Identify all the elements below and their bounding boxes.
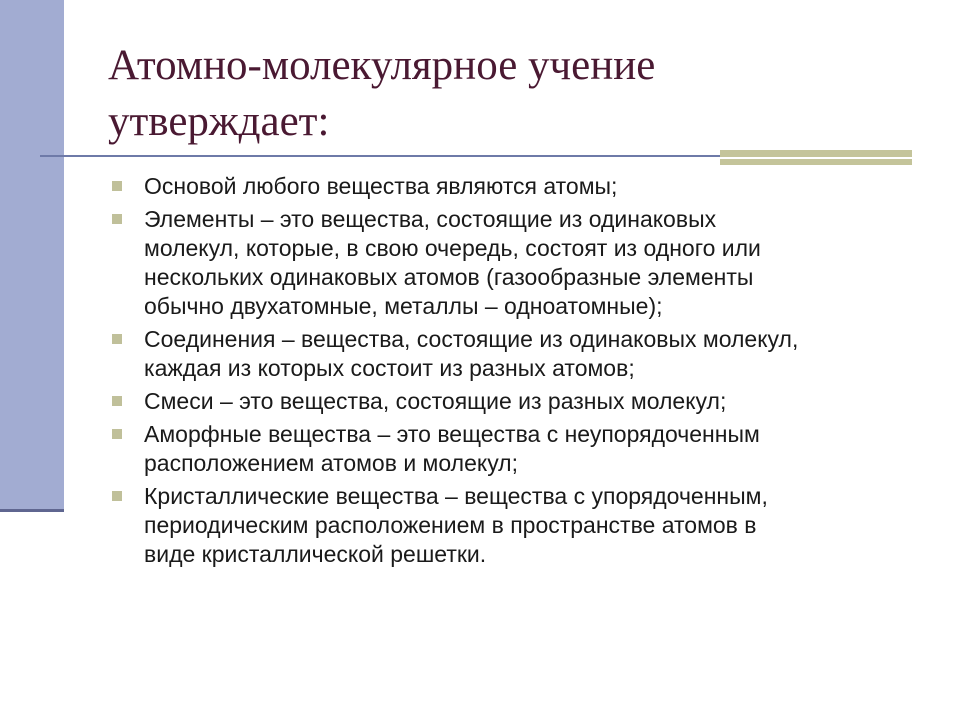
side-accent-bar-edge	[0, 509, 64, 512]
bullet-line: виде кристаллической решетки.	[144, 541, 487, 567]
bullet-item-crystalline	[108, 482, 908, 569]
bullet-line: Элементы – это вещества, состоящие из одинаковых	[144, 206, 717, 232]
bullet-line: Соединения – вещества, состоящие из одинаковых молекул,	[144, 326, 799, 352]
bullet-line: Смеси – это вещества, состоящие из разных молекул;	[144, 388, 727, 414]
bullet-line: Кристаллические вещества – вещества с упорядоченным,	[144, 483, 768, 509]
slide-title-line-2: утверждает:	[108, 98, 330, 145]
slide-title-line-1: Атомно-молекулярное учение	[108, 42, 656, 89]
bullet-line: обычно двухатомные, металлы – одноатомные);	[144, 293, 663, 319]
bullet-item-atoms	[108, 172, 908, 201]
bullet-item-amorphous	[108, 420, 908, 478]
square-bullet-icon	[112, 491, 122, 501]
bullet-list	[108, 172, 908, 573]
bullet-line: Основой любого вещества являются атомы;	[144, 173, 618, 199]
square-bullet-icon	[112, 396, 122, 406]
bullet-line: Аморфные вещества – это вещества с неупорядоченным	[144, 421, 760, 447]
bullet-item-elements	[108, 205, 908, 321]
bullet-line: периодическим расположением в пространстве атомов в	[144, 512, 757, 538]
bullet-line: молекул, которые, в свою очередь, состоят из одного или	[144, 235, 761, 261]
title-accent-bar	[720, 150, 912, 157]
square-bullet-icon	[112, 214, 122, 224]
slide-title	[108, 38, 928, 150]
square-bullet-icon	[112, 429, 122, 439]
bullet-line: расположением атомов и молекул;	[144, 450, 518, 476]
side-accent-bar	[0, 0, 64, 512]
bullet-item-compounds	[108, 325, 908, 383]
bullet-item-mixtures	[108, 387, 908, 416]
square-bullet-icon	[112, 181, 122, 191]
bullet-line: нескольких одинаковых атомов (газообразные элементы	[144, 264, 754, 290]
bullet-line: каждая из которых состоит из разных атомов;	[144, 355, 635, 381]
title-accent-bar-lower	[720, 159, 912, 165]
square-bullet-icon	[112, 334, 122, 344]
